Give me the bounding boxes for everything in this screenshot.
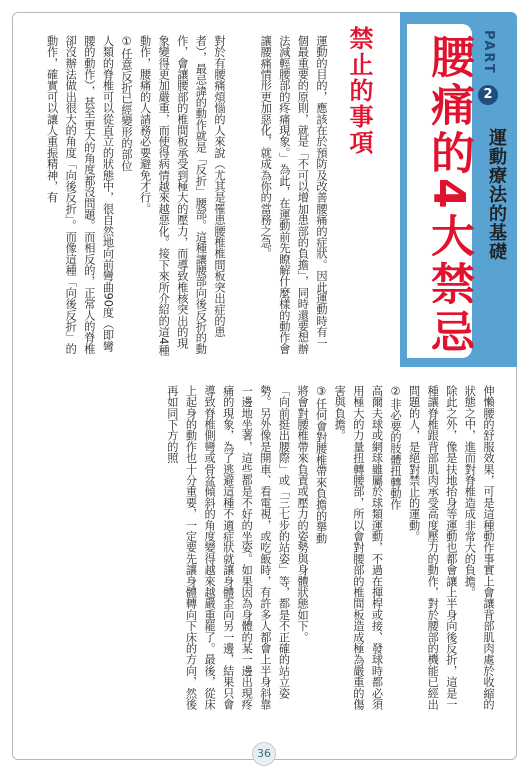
text-column-top	[38, 35, 228, 357]
part-number-badge: 2	[478, 85, 498, 105]
page-title: 腰痛的4大禁忌	[423, 34, 474, 357]
paragraph: 「向前挺出腰際」或「三七步的站姿」等，都是不正確的站立姿勢。另外像是開車、看電視，或吃飯時，有許多人都會上半身斜靠一邊地坐著，這些都是不好的坐姿。如果因為身體的某一邊出現疼痛的現象，為了逃避這種不適症狀就讓身體歪向另一邊，結果只會導致脊椎側彎或骨盆傾斜的角度變得越來越嚴重罷了。最後，從床上起身的動作也十分重要，一定要先讓身體轉向下床的方向，然後再如同下方的照	[165, 385, 291, 710]
page-number: 36	[252, 742, 276, 766]
part-indicator	[478, 30, 498, 105]
part-label: PART	[481, 30, 496, 75]
item-heading: ③任何會對腰椎帶來負擔的舉動	[314, 385, 328, 544]
paragraph: 伸懶腰的舒服效果，可是這種動作事實上會讓背部肌肉處於收縮的狀態之中，進而對脊椎造成非常大的負擔。	[463, 385, 495, 710]
paragraph: 人類的脊椎可以從直立的狀態中，很自然地向前彎曲90度（即彎腰的動作），甚至更大的角度都沒問題。而相反的，正常人的脊椎卻沒辦法做出很大的角度「向後反折」。而像這種「向後反折」的動作，確實可以讓人重振精神，有	[45, 35, 115, 355]
paragraph: 高爾夫球或網球雖屬於球類運動，不過在揮桿或接、發球時都必須用極大的力量扭轉腰部，所以會對腰部的椎間板造成極為嚴重的傷害與負擔。	[333, 385, 384, 710]
text-column-bottom	[36, 385, 497, 715]
item-heading: ②非必要的肢體扭轉動作	[389, 385, 403, 510]
paragraph: 除此之外，像是扶地抬身等運動也都會讓上半身向後反折，這是一種讓脊椎跟背部肌肉承受高度壓力的動作，對於腰部的機能已經出問題的人，是絕對禁止的運動。	[407, 385, 458, 710]
paragraph: 對於有腰痛煩惱的人來說（尤其是罹患腰椎椎間板突出症的患者），最忌諱的動作就是「反折」腰部。這種讓腰部向後反折的動作，會讓腰部的椎間板承受到極大的壓力，而導致椎核突出的現象變得更加嚴重，而使得病情越來越惡化。接下來所介紹的這4種動作，腰痛的人請務必要避免才行。	[138, 35, 226, 356]
paragraph: 運動的目的，應該在於預防及改善腰痛的症狀。因此運動時有一個最重要的原則，就是「不可以增加患部的負擔」，同時還要想辦法減輕腰部的疼痛現象。」為此，在運動前先瞭解什麼樣的動作會讓腰痛情形更加惡化，就成為你的當務之急。	[259, 35, 328, 355]
section-title: 禁止的事項	[345, 26, 373, 156]
text-column-intro	[224, 35, 330, 357]
paragraph: 將會對腰椎帶來負責或壓力的姿勢與身體狀態如下。	[296, 385, 310, 643]
item-heading: ①任意反折已經變形的部位	[120, 35, 134, 172]
chapter-subtitle: 運動療法的基礎	[486, 128, 507, 261]
